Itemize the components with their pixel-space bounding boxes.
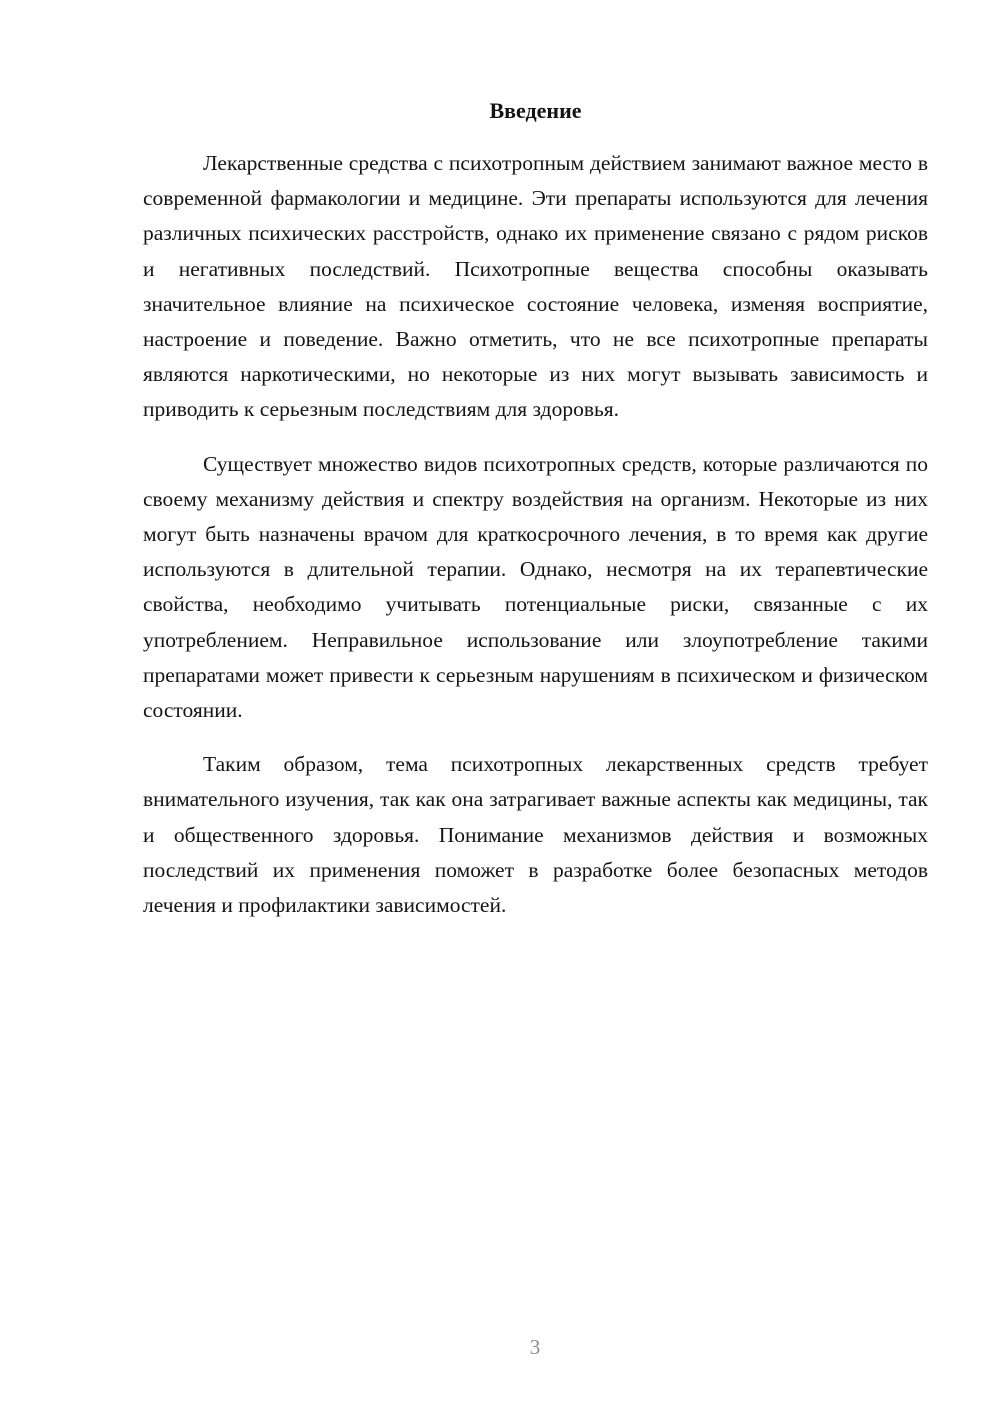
- section-heading: Введение: [489, 98, 582, 123]
- paragraph-1: Лекарственные средства с психотропным действием занимают важное место в современной фармакологии и медицине. Эти препараты используются для лечения различных психических расстройств, однако их применение связано с рядом рисков и негативных последствий. Психотропные вещества способны оказывать значительное влияние на психическое состояние человека, изменяя восприятие, настроение и поведение. Важно отметить, что не все психотропные препараты являются наркотическими, но некоторые из них могут вызывать зависимость и приводить к серьезным последствиям для здоровья.: [143, 151, 928, 422]
- page-number: 3: [529, 1335, 541, 1359]
- paragraph-2: Существует множество видов психотропных средств, которые различаются по своему механизму действия и спектру воздействия на организм. Некоторые из них могут быть назначены врачом для краткосрочного лечения, в то время как другие используются в длительной терапии. Однако, несмотря на их терапевтические свойства, необходимо учитывать потенциальные риски, связанные с их употреблением. Неправильное использование или злоупотребление такими препаратами может привести к серьезным нарушениям в психическом и физическом состоянии.: [143, 451, 928, 723]
- page-content: [143, 97, 928, 923]
- paragraph-3: Таким образом, тема психотропных лекарственных средств требует внимательного изучения, так как она затрагивает важные аспекты как медицины, так и общественного здоровья. Понимание механизмов действия и возможных последствий их применения поможет в разработке более безопасных методов лечения и профилактики зависимостей.: [143, 752, 928, 918]
